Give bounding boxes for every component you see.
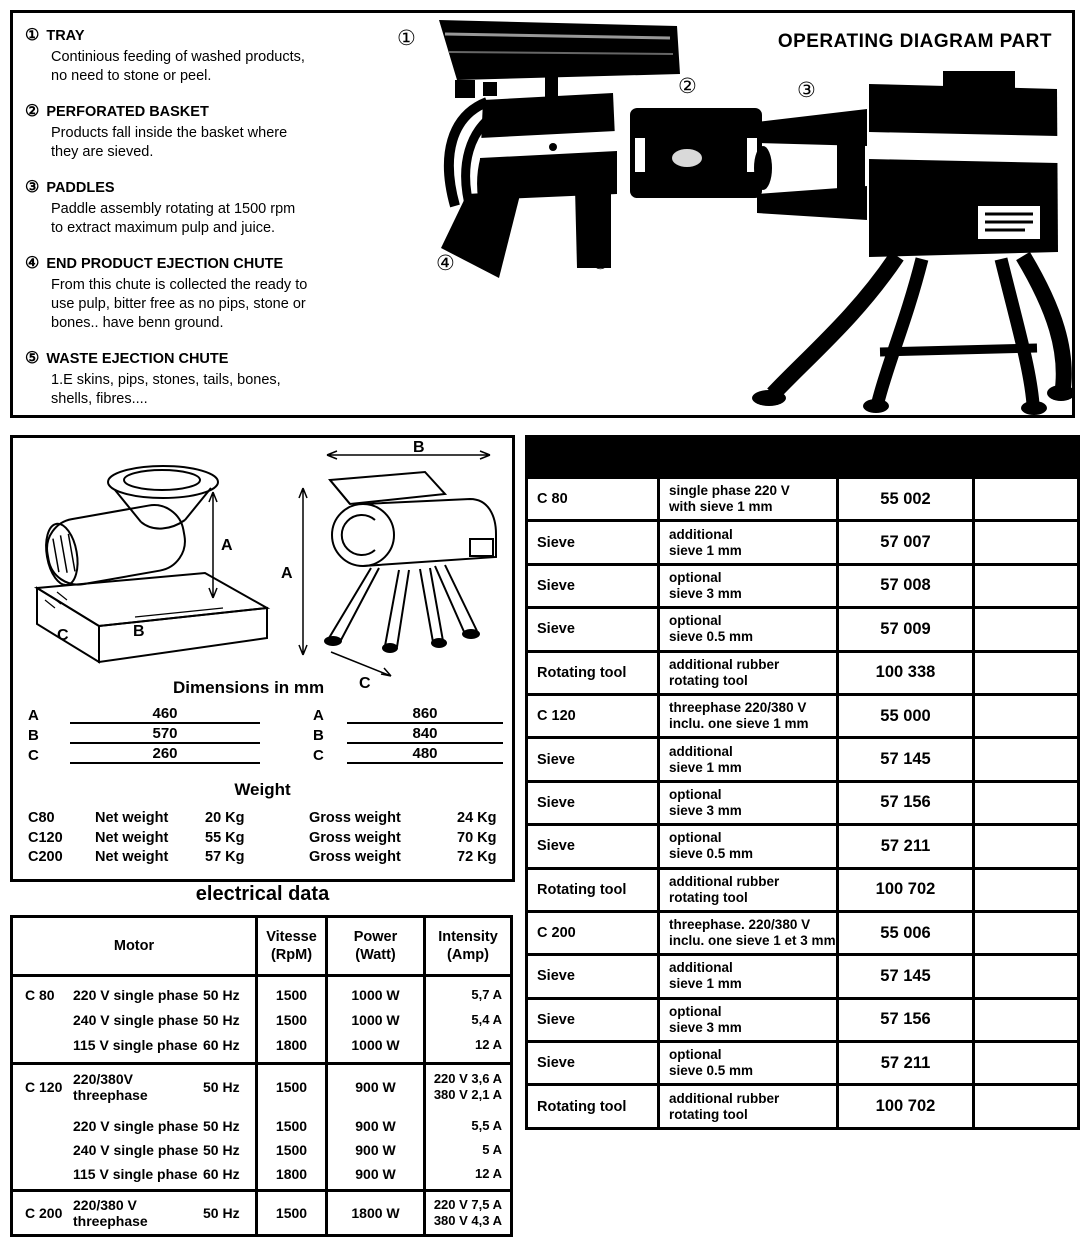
part-title: PADDLES [46, 180, 115, 196]
rpm-value: 1500 [275, 1142, 308, 1158]
dimensions-title: Dimensions in mm [173, 678, 325, 697]
order-item-description [660, 653, 839, 693]
order-item-description [660, 870, 839, 910]
amp-value: 12 A [475, 1036, 502, 1052]
order-ref-number: 57 008 [839, 566, 975, 606]
power-value: 900 W [355, 1079, 396, 1095]
order-table-row [528, 606, 1077, 649]
order-desc-line: additional [669, 743, 733, 759]
order-ref-number: 57 156 [839, 783, 975, 823]
weight-row [28, 830, 508, 850]
weight-net-label: Net weight [95, 829, 169, 846]
dimension-label: C [28, 747, 39, 764]
motor-hz: 50 Hz [203, 1205, 240, 1221]
order-item-description [660, 609, 839, 649]
dim-letter-a-left: A [221, 537, 233, 554]
order-ref-number: 57 145 [839, 956, 975, 996]
weight-net-label: Net weight [95, 810, 169, 826]
order-empty-cell [975, 956, 1077, 996]
order-empty-cell [975, 1000, 1077, 1040]
part-title: TRAY [46, 28, 85, 44]
order-ref-number: 100 338 [839, 653, 975, 693]
order-item-name: Rotating tool [528, 653, 660, 693]
order-ref-number: 55 000 [839, 696, 975, 736]
power-value: 1800 W [351, 1205, 400, 1221]
parts-list [25, 25, 365, 424]
order-table-row [528, 823, 1077, 866]
col-header-motor: Motor [113, 938, 155, 954]
parts-table-body [528, 476, 1077, 1127]
order-ref-number: 100 702 [839, 870, 975, 910]
order-ref-number: 55 002 [839, 479, 975, 519]
order-desc-line: sieve 0.5 mm [669, 629, 754, 645]
motor-desc: 115 V single phase [73, 1166, 198, 1182]
power-value: 900 W [355, 1118, 396, 1134]
order-desc-line: optional [669, 786, 722, 802]
order-item-description [660, 783, 839, 823]
part-description-line: they are sieved. [51, 144, 154, 160]
order-empty-cell [975, 479, 1077, 519]
order-empty-cell [975, 522, 1077, 562]
order-table-row [528, 867, 1077, 910]
order-item-description [660, 479, 839, 519]
order-empty-cell [975, 783, 1077, 823]
order-empty-cell [975, 739, 1077, 779]
weight-row [28, 849, 508, 869]
weight-gross: 24 Kg [457, 810, 497, 826]
weight-net-label: Net weight [95, 849, 169, 865]
order-desc-line: optional [669, 613, 722, 629]
dimension-label: A [313, 707, 324, 724]
part-description-line: no need to stone or peel. [51, 68, 212, 84]
operating-diagram-panel [10, 10, 1075, 418]
order-item-description [660, 696, 839, 736]
rpm-value: 1500 [275, 1011, 308, 1028]
diagram-marker-2: ② [678, 75, 697, 98]
part-number-icon: ⑤ [25, 350, 40, 367]
power-value: 1000 W [351, 986, 400, 1003]
part-description-line: shells, fibres.... [51, 391, 148, 407]
dimension-label: B [313, 727, 324, 744]
order-ref-number: 57 211 [839, 1043, 975, 1083]
amp-value: 5 A [482, 1142, 502, 1157]
dim-letter-b-left: B [133, 623, 145, 640]
dim-letter-c-right: C [359, 675, 371, 690]
dimension-value: 260 [70, 745, 260, 764]
part-description-line: use pulp, bitter free as no pips, stone or [51, 296, 306, 312]
weight-row [28, 810, 508, 830]
order-table-row [528, 476, 1077, 519]
order-table-row [528, 1040, 1077, 1083]
order-table-row [528, 910, 1077, 953]
order-item-name: Sieve [528, 739, 660, 779]
order-item-name: Sieve [528, 609, 660, 649]
order-desc-line: threephase. 220/380 V [669, 917, 811, 933]
rpm-value: 1500 [275, 1118, 308, 1134]
amp-value: 220 V 3,6 A [433, 1071, 502, 1086]
amp-value: 220 V 7,5 A [433, 1197, 502, 1212]
motor-model: C 80 [25, 986, 55, 1003]
order-item-name: C 120 [528, 696, 660, 736]
order-item-name: Rotating tool [528, 1086, 660, 1126]
part-item [25, 101, 365, 162]
order-table-row [528, 563, 1077, 606]
electrical-data-title: electrical data [195, 883, 330, 905]
order-empty-cell [975, 696, 1077, 736]
order-item-name: Sieve [528, 1000, 660, 1040]
dimension-label: C [313, 747, 324, 764]
order-empty-cell [975, 653, 1077, 693]
order-item-name: C 200 [528, 913, 660, 953]
order-item-description [660, 956, 839, 996]
amp-value: 380 V 2,1 A [433, 1087, 502, 1102]
part-description-line: From this chute is collected the ready to [51, 277, 308, 293]
order-desc-line: sieve 0.5 mm [669, 846, 754, 862]
order-desc-line: sieve 3 mm [669, 585, 742, 601]
motor-desc: 220/380V threephase [73, 1071, 148, 1103]
weight-model: C200 [28, 849, 63, 865]
part-number-icon: ④ [25, 255, 40, 272]
weight-title: Weight [234, 780, 291, 799]
electrical-table-header: Motor Vitesse (RpM) Power (Watt) Intensity (Amp) [13, 918, 510, 974]
dimension-value: 480 [347, 745, 503, 764]
order-desc-line: additional [669, 960, 733, 976]
order-item-description [660, 1000, 839, 1040]
diagram-marker-3: ③ [797, 79, 816, 102]
motor-hz: 50 Hz [203, 1118, 240, 1134]
part-number-icon: ② [25, 103, 40, 120]
diagram-marker-5: ⑤ [591, 251, 610, 274]
order-table-row [528, 953, 1077, 996]
order-table-row [528, 1083, 1077, 1126]
col-header-intensity: Intensity [438, 929, 498, 945]
power-value: 1000 W [351, 1036, 400, 1053]
order-ref-number: 57 007 [839, 522, 975, 562]
motor-desc: 220/380 V threephase [73, 1197, 148, 1229]
order-desc-line: rotating tool [669, 672, 748, 688]
order-item-name: Rotating tool [528, 870, 660, 910]
order-item-name: C 80 [528, 479, 660, 519]
motor-hz: 50 Hz [203, 986, 240, 1003]
elec-body [13, 974, 510, 1234]
dim-col-left [28, 704, 260, 764]
order-desc-line: sieve 3 mm [669, 802, 742, 818]
part-item [25, 348, 365, 409]
motor-hz: 60 Hz [203, 1166, 240, 1182]
motor-hz: 50 Hz [203, 1011, 240, 1028]
order-desc-line: rotating tool [669, 1106, 748, 1122]
rpm-value: 1500 [275, 1079, 308, 1095]
weight-gross: 70 Kg [457, 829, 497, 846]
order-item-description [660, 1086, 839, 1126]
order-item-name: Sieve [528, 566, 660, 606]
order-table-row [528, 997, 1077, 1040]
weight-gross: 72 Kg [457, 849, 497, 865]
order-desc-line: optional [669, 1003, 722, 1019]
part-description-line: Continious feeding of washed products, [51, 49, 305, 65]
dim-letter-b-right: B [413, 440, 425, 456]
weight-net: 57 Kg [205, 849, 245, 865]
order-desc-line: inclu. one sieve 1 et 3 mm [669, 933, 836, 949]
dimension-row [313, 704, 503, 724]
order-desc-line: optional [669, 569, 722, 585]
order-item-name: Sieve [528, 1043, 660, 1083]
weight-net: 55 Kg [205, 829, 245, 846]
dimension-row [28, 724, 260, 744]
order-desc-line: additional [669, 526, 733, 542]
order-table-row [528, 519, 1077, 562]
motor-hz: 60 Hz [203, 1036, 240, 1053]
order-table-row [528, 693, 1077, 736]
order-ref-number: 100 702 [839, 1086, 975, 1126]
part-description-line: to extract maximum pulp and juice. [51, 220, 276, 236]
power-value: 900 W [355, 1142, 396, 1158]
motor-model: C 200 [25, 1205, 63, 1221]
motor-hz: 50 Hz [203, 1142, 240, 1158]
motor-model: C 120 [25, 1079, 63, 1095]
weight-net: 20 Kg [205, 810, 245, 826]
dimension-row [313, 744, 503, 764]
page-title: OPERATING DIAGRAM PART [777, 31, 1052, 52]
part-item [25, 177, 365, 238]
electrical-data-table [10, 915, 513, 1237]
elec-group [13, 1062, 510, 1189]
order-table-row [528, 736, 1077, 779]
dimension-label: B [28, 727, 39, 744]
elec-group [13, 1189, 510, 1234]
weight-rows [28, 810, 508, 869]
dimensions-panel [10, 435, 515, 882]
part-description-line: Paddle assembly rotating at 1500 rpm [51, 201, 296, 217]
dim-letter-a-right: A [281, 565, 293, 582]
part-number-icon: ③ [25, 179, 40, 196]
order-item-description [660, 913, 839, 953]
order-desc-line: additional rubber [669, 1090, 780, 1106]
rpm-value: 1500 [275, 1205, 308, 1221]
amp-value: 380 V 4,3 A [433, 1213, 502, 1228]
motor-hz: 50 Hz [203, 1079, 240, 1095]
order-item-name: Sieve [528, 522, 660, 562]
order-desc-line: sieve 1 mm [669, 542, 742, 558]
weight-model: C80 [28, 810, 55, 826]
part-title: END PRODUCT EJECTION CHUTE [46, 256, 284, 272]
part-description-line: Products fall inside the basket where [51, 125, 288, 141]
part-title: WASTE EJECTION CHUTE [46, 351, 229, 367]
diagram-marker-4: ④ [436, 252, 455, 275]
part-item [25, 25, 365, 86]
rpm-value: 1500 [275, 986, 308, 1003]
order-desc-line: sieve 0.5 mm [669, 1063, 754, 1079]
amp-value: 5,4 A [471, 1011, 502, 1027]
rpm-value: 1800 [275, 1036, 308, 1053]
motor-desc: 240 V single phase [73, 1142, 199, 1158]
dimension-row [28, 704, 260, 724]
order-empty-cell [975, 566, 1077, 606]
power-value: 1000 W [351, 1011, 400, 1028]
part-description-line: bones.. have benn ground. [51, 315, 224, 331]
order-desc-line: single phase 220 V [669, 483, 790, 499]
dimension-value: 840 [347, 725, 503, 744]
order-reference-table [525, 435, 1080, 1130]
order-desc-line: inclu. one sieve 1 mm [669, 716, 809, 732]
order-empty-cell [975, 1086, 1077, 1126]
dimension-value: 860 [347, 705, 503, 724]
order-empty-cell [975, 826, 1077, 866]
weight-model: C120 [28, 829, 63, 846]
order-item-name: Sieve [528, 956, 660, 996]
order-empty-cell [975, 870, 1077, 910]
order-desc-line: sieve 1 mm [669, 759, 742, 775]
order-ref-number: 57 009 [839, 609, 975, 649]
part-item [25, 253, 365, 333]
order-desc-line: additional rubber [669, 656, 780, 672]
motor-desc: 220 V single phase [73, 1118, 199, 1134]
motor-desc: 115 V single phase [73, 1036, 198, 1053]
rpm-value: 1800 [275, 1166, 308, 1182]
order-desc-line: threephase 220/380 V [669, 700, 807, 716]
exploded-diagram-svg [425, 16, 1075, 416]
part-description-line: 1.E skins, pips, stones, tails, bones, [51, 372, 281, 388]
amp-value: 12 A [475, 1166, 502, 1181]
order-desc-line: additional rubber [669, 873, 780, 889]
order-table-header-bar [528, 438, 1077, 476]
order-item-description [660, 739, 839, 779]
order-desc-line: sieve 3 mm [669, 1019, 742, 1035]
order-ref-number: 57 156 [839, 1000, 975, 1040]
order-ref-number: 57 211 [839, 826, 975, 866]
order-empty-cell [975, 913, 1077, 953]
order-desc-line: with sieve 1 mm [669, 499, 773, 515]
dim-letter-c-left: C [57, 627, 69, 644]
order-ref-number: 55 006 [839, 913, 975, 953]
col-header-vitesse: Vitesse [266, 929, 317, 945]
dim-col-right [313, 704, 503, 764]
amp-value: 5,7 A [471, 986, 502, 1002]
dimension-label: A [28, 707, 39, 724]
part-title: PERFORATED BASKET [46, 104, 209, 120]
order-ref-number: 57 145 [839, 739, 975, 779]
order-item-description [660, 1043, 839, 1083]
order-empty-cell [975, 1043, 1077, 1083]
dimension-row [313, 724, 503, 744]
weight-gross-label: Gross weight [309, 829, 401, 846]
amp-value: 5,5 A [471, 1118, 502, 1133]
order-desc-line: rotating tool [669, 889, 748, 905]
dimension-value: 460 [70, 705, 260, 724]
order-item-description [660, 826, 839, 866]
order-table-row [528, 780, 1077, 823]
order-desc-line: optional [669, 830, 722, 846]
order-item-name: Sieve [528, 783, 660, 823]
weight-gross-label: Gross weight [309, 849, 401, 865]
order-desc-line: optional [669, 1047, 722, 1063]
order-item-name: Sieve [528, 826, 660, 866]
order-empty-cell [975, 609, 1077, 649]
order-desc-line: sieve 1 mm [669, 976, 742, 992]
part-number-icon: ① [25, 27, 40, 44]
dimension-drawings-svg [15, 440, 510, 690]
power-value: 900 W [355, 1166, 396, 1182]
dimension-row [28, 744, 260, 764]
dimension-value: 570 [70, 725, 260, 744]
col-header-power: Power [353, 929, 398, 945]
order-table-row [528, 650, 1077, 693]
motor-desc: 220 V single phase [73, 986, 199, 1003]
weight-gross-label: Gross weight [309, 810, 401, 826]
order-item-description [660, 566, 839, 606]
diagram-marker-1: ① [397, 27, 416, 50]
elec-group [13, 974, 510, 1062]
order-item-description [660, 522, 839, 562]
motor-desc: 240 V single phase [73, 1011, 199, 1028]
